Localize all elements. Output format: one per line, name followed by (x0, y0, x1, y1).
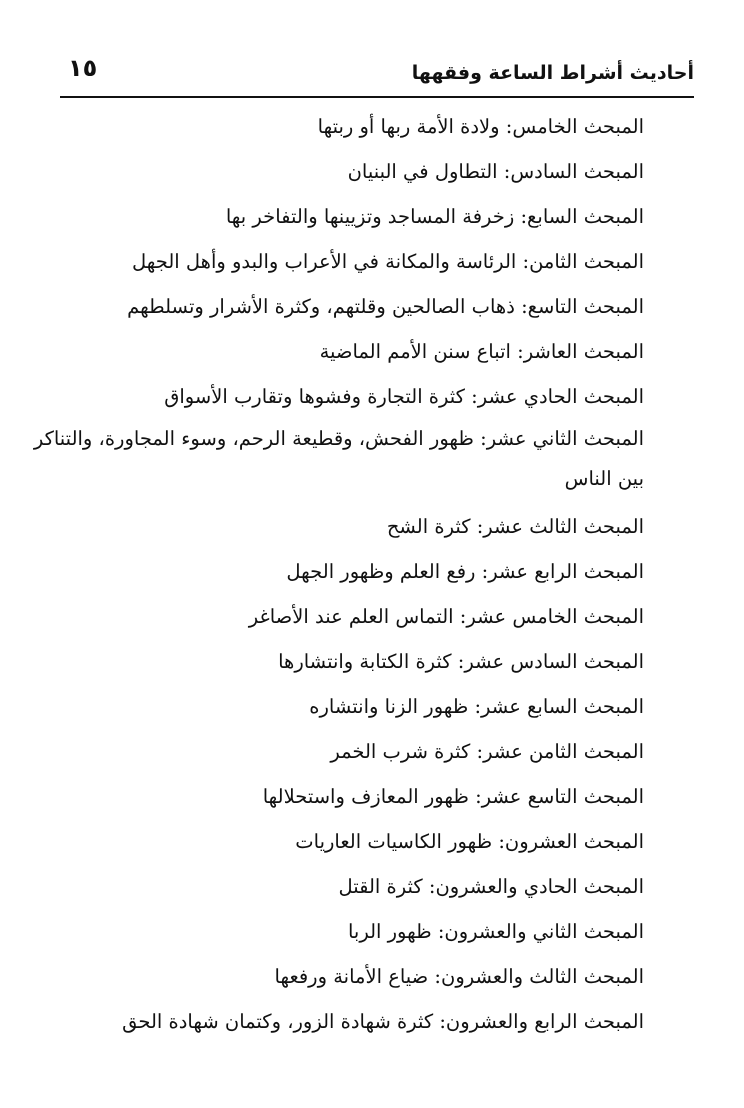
book-title: أحاديث أشراط الساعة وفقهها (411, 62, 694, 84)
contents-entry-24: المبحث الرابع والعشرون: كثرة شهادة الزور، وكتمان شهادة الحق (122, 1010, 644, 1033)
contents-entry-23: المبحث الثالث والعشرون: ضياع الأمانة ورفعها (274, 965, 644, 988)
header-rule (60, 96, 694, 98)
contents-entry-5: المبحث الخامس: ولادة الأمة ربها أو ربتها (317, 115, 644, 138)
contents-entry-17: المبحث السابع عشر: ظهور الزنا وانتشاره (309, 695, 644, 718)
running-header (60, 52, 694, 92)
contents-entry-19: المبحث التاسع عشر: ظهور المعازف واستحلالها (262, 785, 644, 808)
contents-entry-13: المبحث الثالث عشر: كثرة الشح (386, 515, 644, 538)
contents-entry-8: المبحث الثامن: الرئاسة والمكانة في الأعراب والبدو وأهل الجهل (132, 250, 644, 273)
contents-entry-11: المبحث الحادي عشر: كثرة التجارة وفشوها وتقارب الأسواق (164, 385, 644, 408)
contents-entry-20: المبحث العشرون: ظهور الكاسيات العاريات (295, 830, 644, 853)
contents-entry-15: المبحث الخامس عشر: التماس العلم عند الأصاغر (248, 605, 644, 628)
contents-list (33, 104, 644, 1044)
contents-entry-16: المبحث السادس عشر: كثرة الكتابة وانتشارها (278, 650, 644, 673)
contents-entry-6: المبحث السادس: التطاول في البنيان (347, 160, 644, 183)
contents-entry-10: المبحث العاشر: اتباع سنن الأمم الماضية (319, 340, 644, 363)
contents-entry-14: المبحث الرابع عشر: رفع العلم وظهور الجهل (286, 560, 644, 583)
contents-entry-21: المبحث الحادي والعشرون: كثرة القتل (338, 875, 644, 898)
contents-entry-9: المبحث التاسع: ذهاب الصالحين وقلتهم، وكثرة الأشرار وتسلطهم (127, 295, 644, 318)
contents-entry-7: المبحث السابع: زخرفة المساجد وتزيينها والتفاخر بها (225, 205, 644, 228)
contents-entry-18: المبحث الثامن عشر: كثرة شرب الخمر (330, 740, 644, 763)
contents-entry-22: المبحث الثاني والعشرون: ظهور الربا (347, 920, 644, 943)
page-number: ١٥ (68, 54, 98, 82)
contents-entry-12: المبحث الثاني عشر: ظهور الفحش، وقطيعة الرحم، وسوء المجاورة، والتناكر بين الناس (33, 427, 644, 490)
